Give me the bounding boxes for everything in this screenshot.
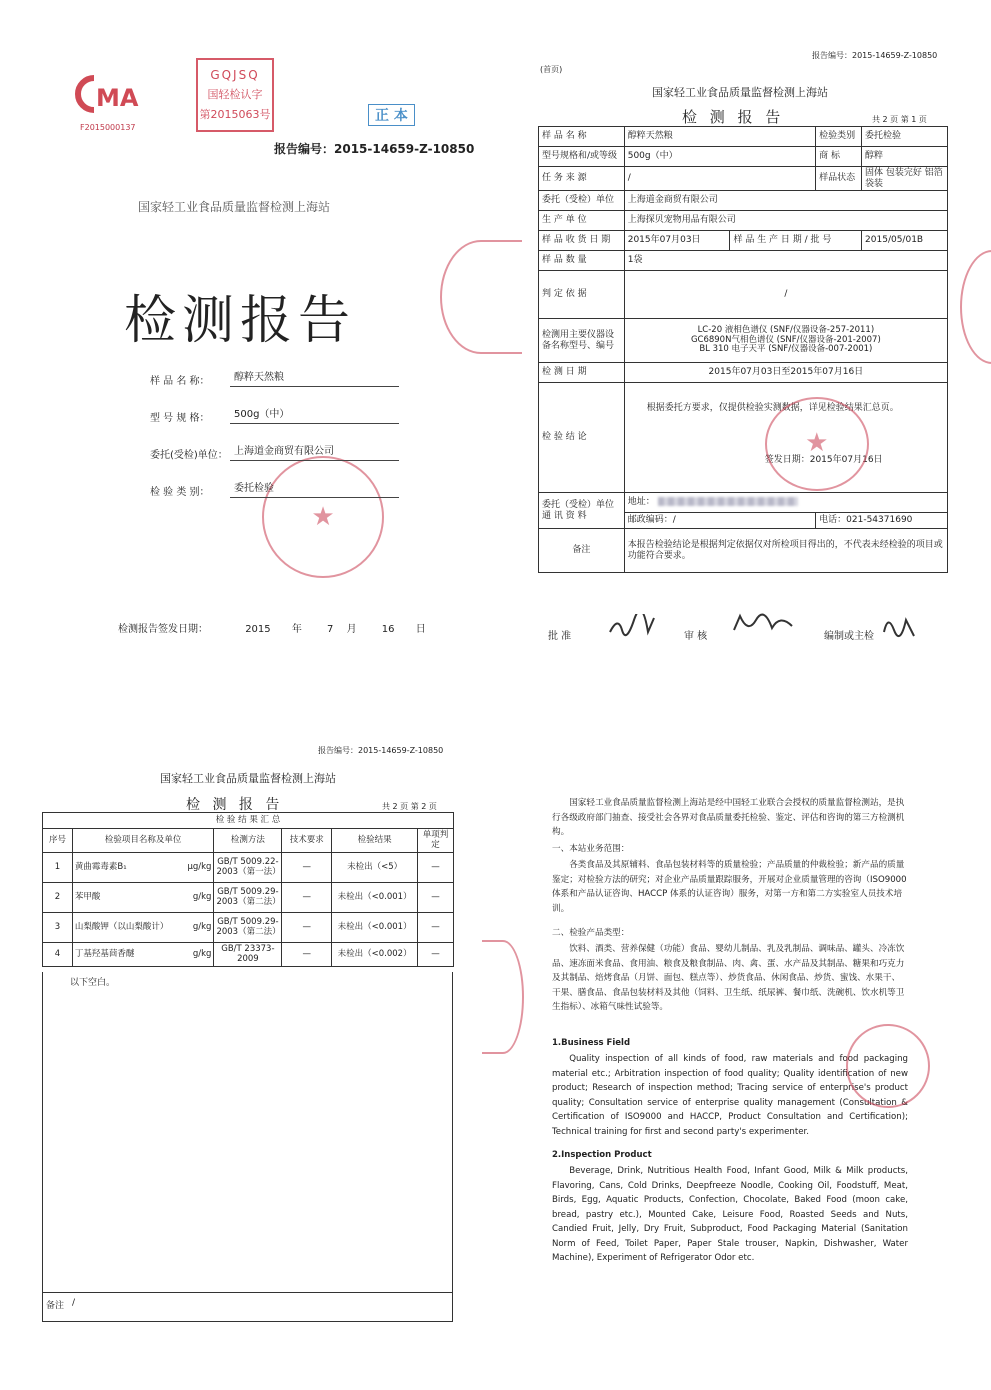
- en-heading-2: 2.Inspection Product: [552, 1150, 652, 1160]
- cell-value: 2015/05/01B: [862, 231, 948, 251]
- en-heading-1: 1.Business Field: [552, 1038, 631, 1048]
- cell-label: 样 品 收 货 日 期: [539, 231, 625, 251]
- cell-value: 2015年07月03日: [624, 231, 730, 251]
- instrument-1: LC-20 液相色谱仪 (SNF/仪器设备-257-2011): [697, 324, 875, 335]
- section-heading-1: 一、本站业务范围：: [552, 844, 630, 854]
- report-table-p2: [538, 126, 948, 573]
- field-value-1: 500g（中）: [230, 407, 399, 424]
- compile-signature: [880, 612, 920, 644]
- pages-p2: 共 2 页 第 1 页: [872, 115, 927, 124]
- field-value-3: 委托检验: [230, 481, 399, 498]
- star-icon: ★: [805, 428, 829, 459]
- table-row: 3 山梨酸钾（以山梨酸计） g/kg GB/T 5009.29-2003（第二法） — 未检出（<0.001） —: [43, 913, 454, 943]
- address-label: 地址：: [627, 497, 655, 508]
- col-header: 单项判定: [418, 829, 454, 853]
- cell-label: 检验类别: [816, 127, 862, 147]
- cell-label: 样 品 数 量: [539, 251, 625, 271]
- cell-value: 本报告检验结论是根据判定依据仅对所检项目得出的，不代表未经检验的项目或功能符合要求。: [624, 529, 947, 573]
- result-table: [42, 812, 454, 967]
- cell-value: 固体 包装完好 铝箔袋装: [862, 167, 948, 191]
- edge-seal-middle: [482, 940, 524, 1054]
- col-header: 序号: [43, 829, 73, 853]
- report-number: 报告编号：2015-14659-Z-10850: [274, 142, 475, 156]
- cell-label: 任 务 来 源: [539, 167, 625, 191]
- cell-value: 上海探贝宠物用品有限公司: [624, 211, 947, 231]
- field-value-2: 上海道金商贸有限公司: [230, 444, 399, 461]
- col-header: 检验项目名称及单位: [72, 829, 214, 853]
- cell-value: /: [624, 167, 815, 191]
- cell-label: 备注: [539, 529, 625, 573]
- star-icon: ★: [311, 502, 335, 532]
- round-seal-cover: [262, 456, 384, 578]
- approve-label: 批 准: [548, 631, 572, 642]
- org-name-p2: 国家轻工业食品质量监督检测上海站: [652, 86, 828, 99]
- result-body-frame: [42, 972, 453, 1322]
- org-name: 国家轻工业食品质量监督检测上海站: [138, 200, 331, 214]
- cell-label: 委托（受检）单位通 讯 资 料: [539, 493, 625, 529]
- address-blurred: [658, 497, 798, 506]
- section-heading-2: 二、检验产品类型：: [552, 928, 630, 938]
- instrument-3: BL 310 电子天平 (SNF/仪器设备-007-2001): [699, 344, 873, 355]
- round-seal-p4: [846, 1024, 930, 1108]
- col-header: 技术要求: [282, 829, 332, 853]
- address-cell: [624, 493, 947, 513]
- header-tag: (首页): [540, 65, 563, 74]
- cell-value: 醇粹天然粮: [624, 127, 815, 147]
- pages-p3: 共 2 页 第 2 页: [382, 802, 437, 811]
- cell-label: 检测用主要仪器设备名称型号、编号: [539, 319, 625, 363]
- conclusion-cell: [624, 383, 947, 493]
- field-label-0: 样 品 名 称：: [150, 376, 210, 387]
- field-label-2: 委托(受检)单位：: [150, 450, 228, 461]
- cell-label: 检 测 日 期: [539, 363, 625, 383]
- remark-divider: [42, 1292, 453, 1293]
- original-stamp: 正 本: [368, 104, 415, 126]
- title-p2: 检 测 报 告: [682, 108, 785, 126]
- half-seal-cover: [440, 240, 522, 354]
- conclusion-text: 根据委托方要求，仅提供检验实测数据，详见检验结果汇总页。: [646, 403, 899, 413]
- cma-logo: [72, 74, 152, 114]
- instrument-list: [624, 319, 947, 363]
- edge-seal-right: [960, 250, 991, 364]
- field-value-0: 醇粹天然粮: [230, 370, 399, 387]
- svg-text:MA: MA: [96, 84, 139, 112]
- big-title: 检测报告: [124, 291, 357, 351]
- org-name-p3: 国家轻工业食品质量监督检测上海站: [160, 772, 336, 785]
- round-seal-p2: [765, 397, 869, 491]
- cell-label: 生 产 单 位: [539, 211, 625, 231]
- table-row: 1 黄曲霉毒素B₁ μg/kg GB/T 5009.22-2003（第一法） — 未检出（<5） —: [43, 853, 454, 883]
- cell-value: 委托检验: [862, 127, 948, 147]
- intro-paragraph: 国家轻工业食品质量监督检测上海站是经中国轻工业联合会授权的质量监督检测站，是执行各级政府部门抽查、接受社会各界对食品质量委托检验、鉴定、评估和咨询的第三方检测机构。: [552, 798, 905, 837]
- cell-value: 邮政编码：/: [624, 513, 815, 529]
- cell-label: 样 品 名 称: [539, 127, 625, 147]
- table-row: 4 丁基羟基茴香醚 g/kg GB/T 23373-2009 — 未检出（<0.002） —: [43, 943, 454, 967]
- field-label-1: 型 号 规 格：: [150, 413, 210, 424]
- cell-value: 500g（中）: [624, 147, 815, 167]
- cell-value: 2015年07月03日至2015年07月16日: [624, 363, 947, 383]
- section-paragraph-2: 饮料、酒类、营养保健（功能）食品、婴幼儿制品、乳及乳制品、调味品、罐头、冷冻饮品、速冻面米食品、食用油、粮食及粮食制品、肉、禽、蛋、水产品及其制品、糖果和巧克力及其制品、焙烤食品（月饼、面包、糕点等）、炒货食品、休闲食品、炒货、蜜饯、水果干、干果、膳食品、食品包装材料及其他（饲料、卫生纸、纸尿裤、餐巾纸、洗碗机、饮水机等卫生指标）、冰箱气味性试验等。: [552, 944, 905, 1012]
- title-p3: 检 测 报 告: [186, 797, 284, 813]
- cell-label: 样品状态: [816, 167, 862, 191]
- table-row: 2 苯甲酸 g/kg GB/T 5009.29-2003（第二法） — 未检出（<0.001） —: [43, 883, 454, 913]
- cell-label: 商 标: [816, 147, 862, 167]
- en-paragraph-2: Beverage, Drink, Nutritious Health Food, Infant Good, Milk & Milk products, Flavoring, Cans, Cold Drinks, Deepfreeze Noodle, Cooking Oil, Foodstuff, Meat, Birds, Egg, Aquatic Products, Confection, Chocolate, Baked Food (moon cake, bread, pastry etc.), Mounted Cake, Leisure Food, Roasted Seeds and Nuts, Candied Fruit, Jelly, Dry Fruit, Subproduct, Food Packaging Material (Sanitation Norm of Feed, Toilet Paper, Paper Stale trouser, Napkin, Dishwasher, Water Machine), Experiment of Refrigerator Odor etc.: [552, 1166, 908, 1263]
- review-signature: [732, 612, 796, 642]
- cell-label: 判 定 依 据: [539, 271, 625, 319]
- cma-number: F2015000137: [80, 123, 136, 132]
- cell-value: 1袋: [624, 251, 947, 271]
- remark-label-p3: 备注: [46, 1301, 65, 1311]
- cell-label: 检 验 结 论: [539, 383, 625, 493]
- blank-note: 以下空白。: [70, 978, 116, 988]
- cell-label: 委托（受检）单位: [539, 191, 625, 211]
- col-header: 检验结果: [332, 829, 418, 853]
- remark-p3: /: [72, 1298, 76, 1308]
- summary-header: 检 验 结 果 汇 总: [43, 813, 454, 829]
- field-label-3: 检 验 类 别：: [150, 487, 210, 498]
- cell-value: /: [624, 271, 947, 319]
- col-header: 检测方法: [214, 829, 282, 853]
- cell-value: 醇粹: [862, 147, 948, 167]
- compile-label: 编制或主检: [824, 631, 874, 642]
- sign-date: 签发日期：2015年07月16日: [764, 455, 883, 465]
- review-label: 审 核: [684, 631, 708, 642]
- issue-date: 检测报告签发日期： 2015 年 7 月 16 日: [118, 624, 426, 635]
- approve-signature: [608, 614, 658, 642]
- en-paragraph-1: Quality inspection of all kinds of food, raw materials and food packaging material etc.; Arbitration inspection of food quality; Quality identification of new product; Research of inspection method; Tracing service of enterprise's product quality; Consultation service of enterprise quality management (Consultation & Certification of ISO9000 and HACCP, Product Consultation and Certification); Technical training for first and second party's experimenter.: [552, 1054, 908, 1137]
- section-paragraph-1: 各类食品及其原辅料、食品包装材料等的质量检验；产品质量的仲裁检验；新产品的质量鉴定；对检验方法的研究；对企业产品质量跟踪服务，开展对企业质量管理的咨询（ISO9000 体系和产品认证咨询、HACCP 体系的认证咨询）服务，对第一方和第二方实验室人员技术培训。: [552, 860, 907, 914]
- cell-value: 上海道金商贸有限公司: [624, 191, 947, 211]
- cell-label: 型号规格和/或等级: [539, 147, 625, 167]
- report-number-p3: 报告编号：2015-14659-Z-10850: [318, 746, 444, 755]
- cell-value: 电话：021-54371690: [816, 513, 948, 529]
- report-number-p2: 报告编号：2015-14659-Z-10850: [812, 51, 938, 60]
- gqjsq-stamp: GQJSQ 国轻检认字 第2015063号: [196, 58, 274, 132]
- instrument-2: GC6890N气相色谱仪 (SNF/仪器设备-201-2007): [690, 334, 881, 345]
- cell-label: 样 品 生 产 日 期 / 批 号: [730, 231, 862, 251]
